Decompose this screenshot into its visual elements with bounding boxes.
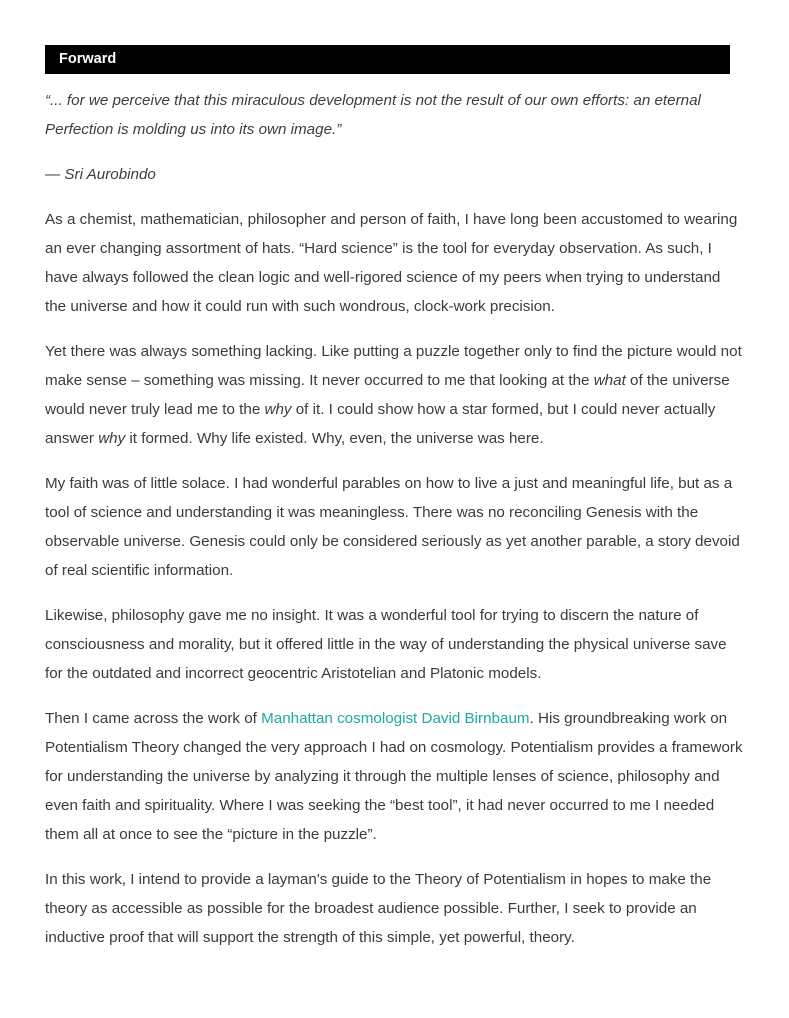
paragraph-5-text-a: Then I came across the work of bbox=[45, 710, 262, 727]
epigraph-attribution: — Sri Aurobindo bbox=[45, 166, 156, 183]
paragraph-3: My faith was of little solace. I had wonderful parables on how to live a just and meaningful life, but as a tool of science and understanding it was meaningless. There was no reconciling Genesis with the observable universe. Genesis could only be considered seriously as yet another parable, a story devoid of real scientific information. bbox=[45, 475, 740, 579]
paragraph-2-text-d: it formed. Why life existed. Why, even, the universe was here. bbox=[125, 430, 544, 447]
epigraph-quote: “... for we perceive that this miraculous development is not the result of our own efforts: an eternal Perfection is molding us into its own image.” bbox=[45, 92, 701, 138]
emphasis-what: what bbox=[593, 372, 626, 389]
paragraph-5 bbox=[45, 704, 745, 849]
emphasis-why-1: why bbox=[264, 401, 292, 418]
paragraph-2-text-a: Yet there was always something lacking. Like putting a puzzle together only to find the picture would not make sense – something was missing. It never occurred to me that looking at the bbox=[45, 343, 742, 389]
paragraph-4: Likewise, philosophy gave me no insight. It was a wonderful tool for trying to discern the nature of consciousness and morality, but it offered little in the way of understanding the physical universe save for the outdated and incorrect geocentric Aristotelian and Platonic models. bbox=[45, 607, 727, 682]
paragraph-5-text-b: . His groundbreaking work on Potentialism Theory changed the very approach I had on cosmology. Potentialism provides a framework for understanding the universe by analyzing it through the multiple lenses of science, philosophy and even faith and spirituality. Where I was seeking the “best tool”, it had never occurred to me I needed them all at once to see the “picture in the puzzle”. bbox=[45, 710, 743, 843]
section-title: Forward bbox=[59, 51, 117, 67]
paragraph-1: As a chemist, mathematician, philosopher and person of faith, I have long been accustomed to wearing an ever changing assortment of hats. “Hard science” is the tool for everyday observation. As such, I have always followed the clean logic and well-rigored science of my peers when trying to understand the universe and how it could run with such wondrous, clock-work precision. bbox=[45, 211, 738, 315]
emphasis-why-2: why bbox=[98, 430, 126, 447]
paragraph-2 bbox=[45, 337, 745, 453]
paragraph-2-text-b: of the universe would never truly lead me to the bbox=[45, 372, 730, 418]
paragraph-6: In this work, I intend to provide a layman's guide to the Theory of Potentialism in hopes to make the theory as accessible as possible for the broadest audience possible. Further, I seek to provide an inductive proof that will support the strength of this simple, yet powerful, theory. bbox=[45, 871, 712, 946]
paragraph-2-text-c: of it. I could show how a star formed, but I could never actually answer bbox=[45, 401, 716, 447]
section-header bbox=[45, 45, 730, 74]
birnbaum-link[interactable]: Manhattan cosmologist David Birnbaum bbox=[261, 710, 530, 727]
